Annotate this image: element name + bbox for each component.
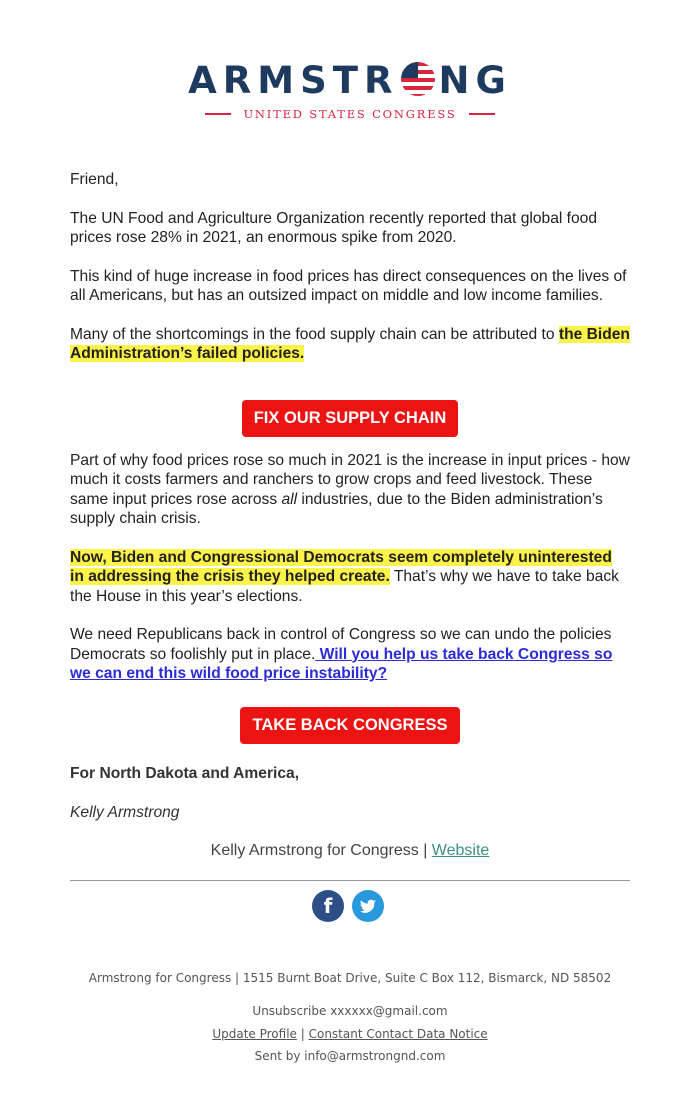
website-link[interactable]: Website	[431, 842, 490, 859]
logo-rule-left	[205, 113, 231, 115]
sign-off: For North Dakota and America,	[70, 765, 300, 782]
twitter-bird-icon	[352, 890, 384, 922]
fix-supply-chain-button[interactable]: FIX OUR SUPPLY CHAIN	[242, 400, 458, 437]
unsubscribe-line[interactable]: Unsubscribe xxxxxx@gmail.com	[252, 1004, 448, 1018]
update-profile-link[interactable]: Update Profile	[212, 1027, 297, 1041]
facebook-glyph: f	[323, 894, 333, 918]
footer-divider	[70, 880, 630, 881]
paragraph-6-text: We need Republicans back in control of Congress so we can undo the policies Democrats so foolishly put in place.	[70, 626, 612, 663]
logo-wordmark	[0, 59, 700, 102]
footer-org-line	[0, 842, 700, 860]
footer-org-text: Kelly Armstrong for Congress |	[210, 842, 432, 859]
take-back-congress-button[interactable]: TAKE BACK CONGRESS	[240, 707, 460, 744]
footer-address: Armstrong for Congress | 1515 Burnt Boat Drive, Suite C Box 112, Bismarck, ND 58502	[88, 971, 612, 985]
logo-word-part: NG	[438, 59, 512, 102]
paragraph-5-text: That’s why we have to take back the House in this year’s elections.	[70, 568, 619, 605]
paragraph-1: The UN Food and Agriculture Organization recently reported that global food prices rose 28% in 2021, an enormous spike from 2020.	[70, 209, 598, 246]
sent-by-line: Sent by info@armstrongnd.com	[254, 1049, 446, 1063]
highlight-democrats: Now, Biden and Congressional Democrats seem completely uninterested in addressing the crisis they helped create.	[70, 548, 612, 585]
highlight-failed-policies: the Biden Administration’s failed policies.	[70, 325, 630, 362]
paragraph-4-text-end: industries, due to the Biden administration’s supply chain crisis.	[70, 490, 603, 527]
paragraph-5	[70, 548, 630, 607]
twitter-icon[interactable]	[352, 890, 384, 922]
paragraph-6	[70, 625, 630, 684]
signature: Kelly Armstrong	[70, 804, 180, 821]
logo-rule-right	[469, 113, 495, 115]
paragraph-2: This kind of huge increase in food prices has direct consequences on the lives of all Americans, but has an outsized impact on middle and low income families.	[70, 267, 627, 304]
facebook-icon[interactable]	[312, 890, 344, 922]
data-notice-link[interactable]: Constant Contact Data Notice	[308, 1027, 488, 1041]
flag-o-icon	[401, 62, 435, 96]
link-separator: |	[296, 1027, 309, 1041]
paragraph-4-italic: all	[281, 490, 298, 508]
paragraph-3	[70, 325, 630, 364]
paragraph-3-text: Many of the shortcomings in the food supply chain can be attributed to	[70, 325, 559, 343]
logo	[0, 59, 700, 121]
take-back-congress-link[interactable]: Will you help us take back Congress so we can end this wild food price instability?	[70, 645, 613, 682]
paragraph-4	[70, 451, 630, 529]
profile-links	[0, 1027, 700, 1041]
logo-subtitle-text: UNITED STATES CONGRESS	[243, 107, 457, 121]
logo-word-part: ARMSTR	[188, 59, 399, 102]
greeting: Friend,	[70, 171, 119, 188]
paragraph-4-text: Part of why food prices rose so much in 2021 is the increase in input prices - how much it costs farmers and ranchers to grow crops and feed livestock. These same input prices rose across	[70, 451, 630, 508]
logo-subtitle	[0, 107, 700, 121]
